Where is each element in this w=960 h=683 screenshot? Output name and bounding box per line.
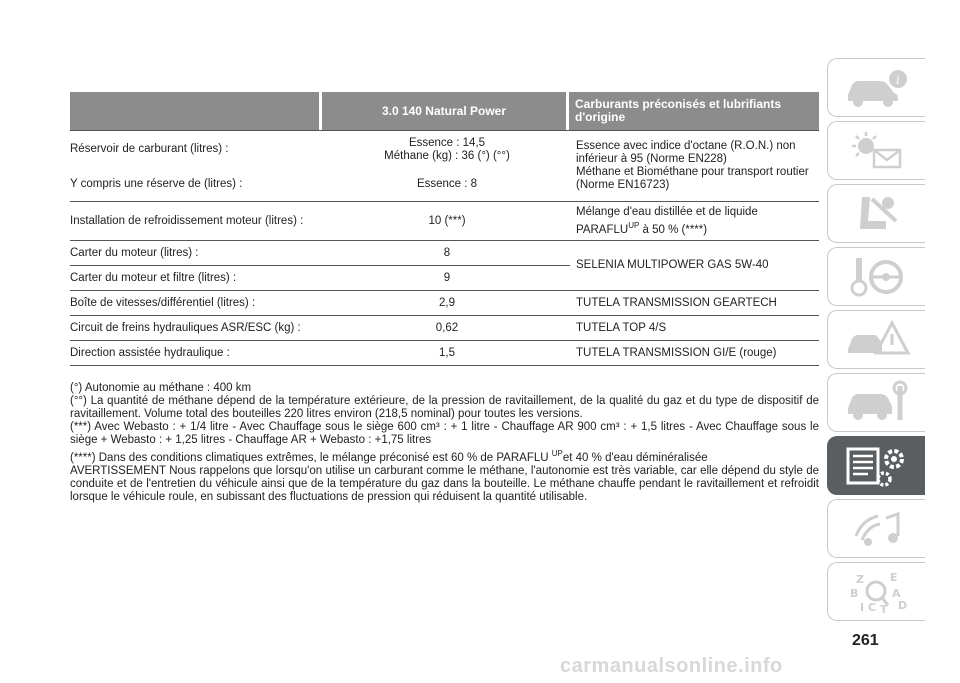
note-3: (***) Avec Webasto : + 1/4 litre - Avec Chauffage sous le siège 600 cm³ : + 1 litre - Chauffage AR 900 cm³ : + 1,5 litres - Avec Chauffage sous le siège + Webasto : + 1,25 litres - Chauffage AR + Webasto : +1,75 litres [70, 421, 819, 446]
oil-group [70, 240, 819, 290]
index-letter: C [867, 600, 876, 614]
tab-warning-lights[interactable] [827, 121, 925, 180]
index-letter: E [889, 570, 898, 584]
oil-recommendation: SELENIA MULTIPOWER GAS 5W-40 [576, 259, 769, 271]
reserve-value: Essence : 8 [416, 178, 478, 190]
page-number: 261 [852, 632, 879, 649]
brakes-label: Circuit de freins hydrauliques ASR/ESC (kg) : [70, 321, 301, 334]
header-recommended: Carburants préconisés et lubrifiants d'origine [569, 92, 819, 130]
table-row [70, 340, 819, 365]
svg-text:i: i [895, 72, 900, 87]
airbag-seat-icon [842, 191, 912, 237]
note-4 [70, 447, 819, 465]
gearbox-label: Boîte de vitesses/différentiel (litres) : [70, 296, 256, 309]
header-empty [70, 92, 319, 130]
table-row [70, 290, 819, 315]
multimedia-icon [842, 506, 912, 552]
sump-filter-value: 9 [443, 271, 451, 284]
note-2: (°°) La quantité de méthane dépend de la température extérieure, de la pression de ravitaillement, de la qualité du gaz et du type de dispositif de ravitaillement. Volume total des bouteilles 220 litres environ (218,5 nominal) pour toutes les versions. [70, 395, 819, 420]
engine-sump-value: 8 [443, 246, 451, 259]
table-header [70, 92, 819, 130]
note-4-suffix: et 40 % d'eau déminéralisée [562, 451, 708, 464]
engine-sump-label: Carter du moteur (litres) : [70, 246, 199, 259]
brakes-recommendation: TUTELA TOP 4/S [576, 321, 667, 334]
index-letter: A [891, 586, 901, 600]
reserve-label: Y compris une réserve de (litres) : [70, 178, 243, 190]
header-version: 3.0 140 Natural Power [322, 92, 566, 130]
paraflu-ratio: à 50 % (****) [639, 223, 708, 236]
fuel-recommendation-line2: Méthane et Biométhane pour transport routier (Norme EN16723) [576, 166, 809, 191]
tab-emergency[interactable] [827, 310, 925, 369]
fuel-tank-label: Réservoir de carburant (litres) : [70, 143, 229, 155]
index-letter: B [849, 586, 858, 600]
table-row [70, 315, 819, 340]
tab-safety[interactable] [827, 184, 925, 243]
index-letter: T [879, 602, 888, 615]
note-4-text: (****) Dans des conditions climatiques extrêmes, le mélange préconisé est 60 % de PARAFLU [70, 451, 552, 464]
accident-warning-icon [842, 317, 912, 363]
tab-technical-data[interactable] [827, 436, 925, 495]
tab-index[interactable] [827, 562, 925, 621]
note-1: (°) Autonomie au méthane : 400 km [70, 382, 252, 394]
index-icon [842, 569, 912, 615]
car-info-icon [842, 65, 912, 111]
note-4-sup: UP [551, 449, 563, 458]
gearbox-recommendation: TUTELA TRANSMISSION GEARTECH [576, 296, 777, 309]
tab-car-info[interactable] [827, 58, 925, 117]
index-letter: D [897, 598, 907, 612]
cooling-value: 10 (***) [428, 214, 466, 227]
fuel-tank-value [324, 131, 570, 168]
gearbox-value: 2,9 [439, 296, 455, 309]
cooling-row [70, 201, 819, 240]
footnotes [70, 382, 819, 504]
fuel-tank-value-line1: Essence : 14,5 [408, 136, 486, 149]
table-bottom-rule [70, 365, 819, 366]
steering-value: 1,5 [439, 346, 455, 359]
tab-multimedia[interactable] [827, 499, 925, 558]
technical-data-icon [842, 443, 912, 489]
specifications-table [70, 92, 819, 366]
fuel-recommendation-line1: Essence avec indice d'octane (R.O.N.) non inférieur à 95 (Norme EN228) [576, 140, 796, 165]
cooling-recommendation [570, 202, 819, 240]
steering-label: Direction assistée hydraulique : [70, 346, 230, 359]
fuel-group [70, 130, 819, 201]
index-letter: I [859, 600, 864, 614]
warning-lights-icon [842, 128, 912, 174]
watermark: carmanualsonline.info [560, 655, 783, 677]
fuel-recommendation [570, 131, 819, 201]
paraflu-text: PARAFLU [576, 223, 629, 236]
index-letter: Z [855, 572, 864, 586]
tab-maintenance[interactable] [827, 373, 925, 432]
chapter-tabs [827, 58, 925, 625]
fuel-tank-value-line2: Méthane (kg) : 36 (°) (°°) [384, 149, 510, 162]
tab-starting-driving[interactable] [827, 247, 925, 306]
cooling-recommendation-line1: Mélange d'eau distillée et de liquide [576, 205, 758, 218]
cooling-label: Installation de refroidissement moteur (litres) : [70, 214, 304, 227]
sump-filter-label: Carter du moteur et filtre (litres) : [70, 271, 237, 284]
paraflu-sup: UP [628, 220, 640, 230]
cooling-recommendation-line2 [576, 219, 707, 237]
steering-recommendation: TUTELA TRANSMISSION GI/E (rouge) [576, 346, 777, 359]
key-steering-icon [842, 254, 912, 300]
brakes-value: 0,62 [435, 321, 459, 334]
warning-note: AVERTISSEMENT Nous rappelons que lorsqu'on utilise un carburant comme le méthane, l'autonomie est très variable, car elle dépend du style de conduite et de l'entretien du véhicule ainsi que de la température du gaz dans la bouteille. Le méthane chauffe pendant le ravitaillement et refroidit lorsque le véhicule roule, en subissant des fluctuations de pression qui réduisent la quantité utilisable. [70, 464, 819, 503]
car-service-icon [842, 380, 912, 426]
